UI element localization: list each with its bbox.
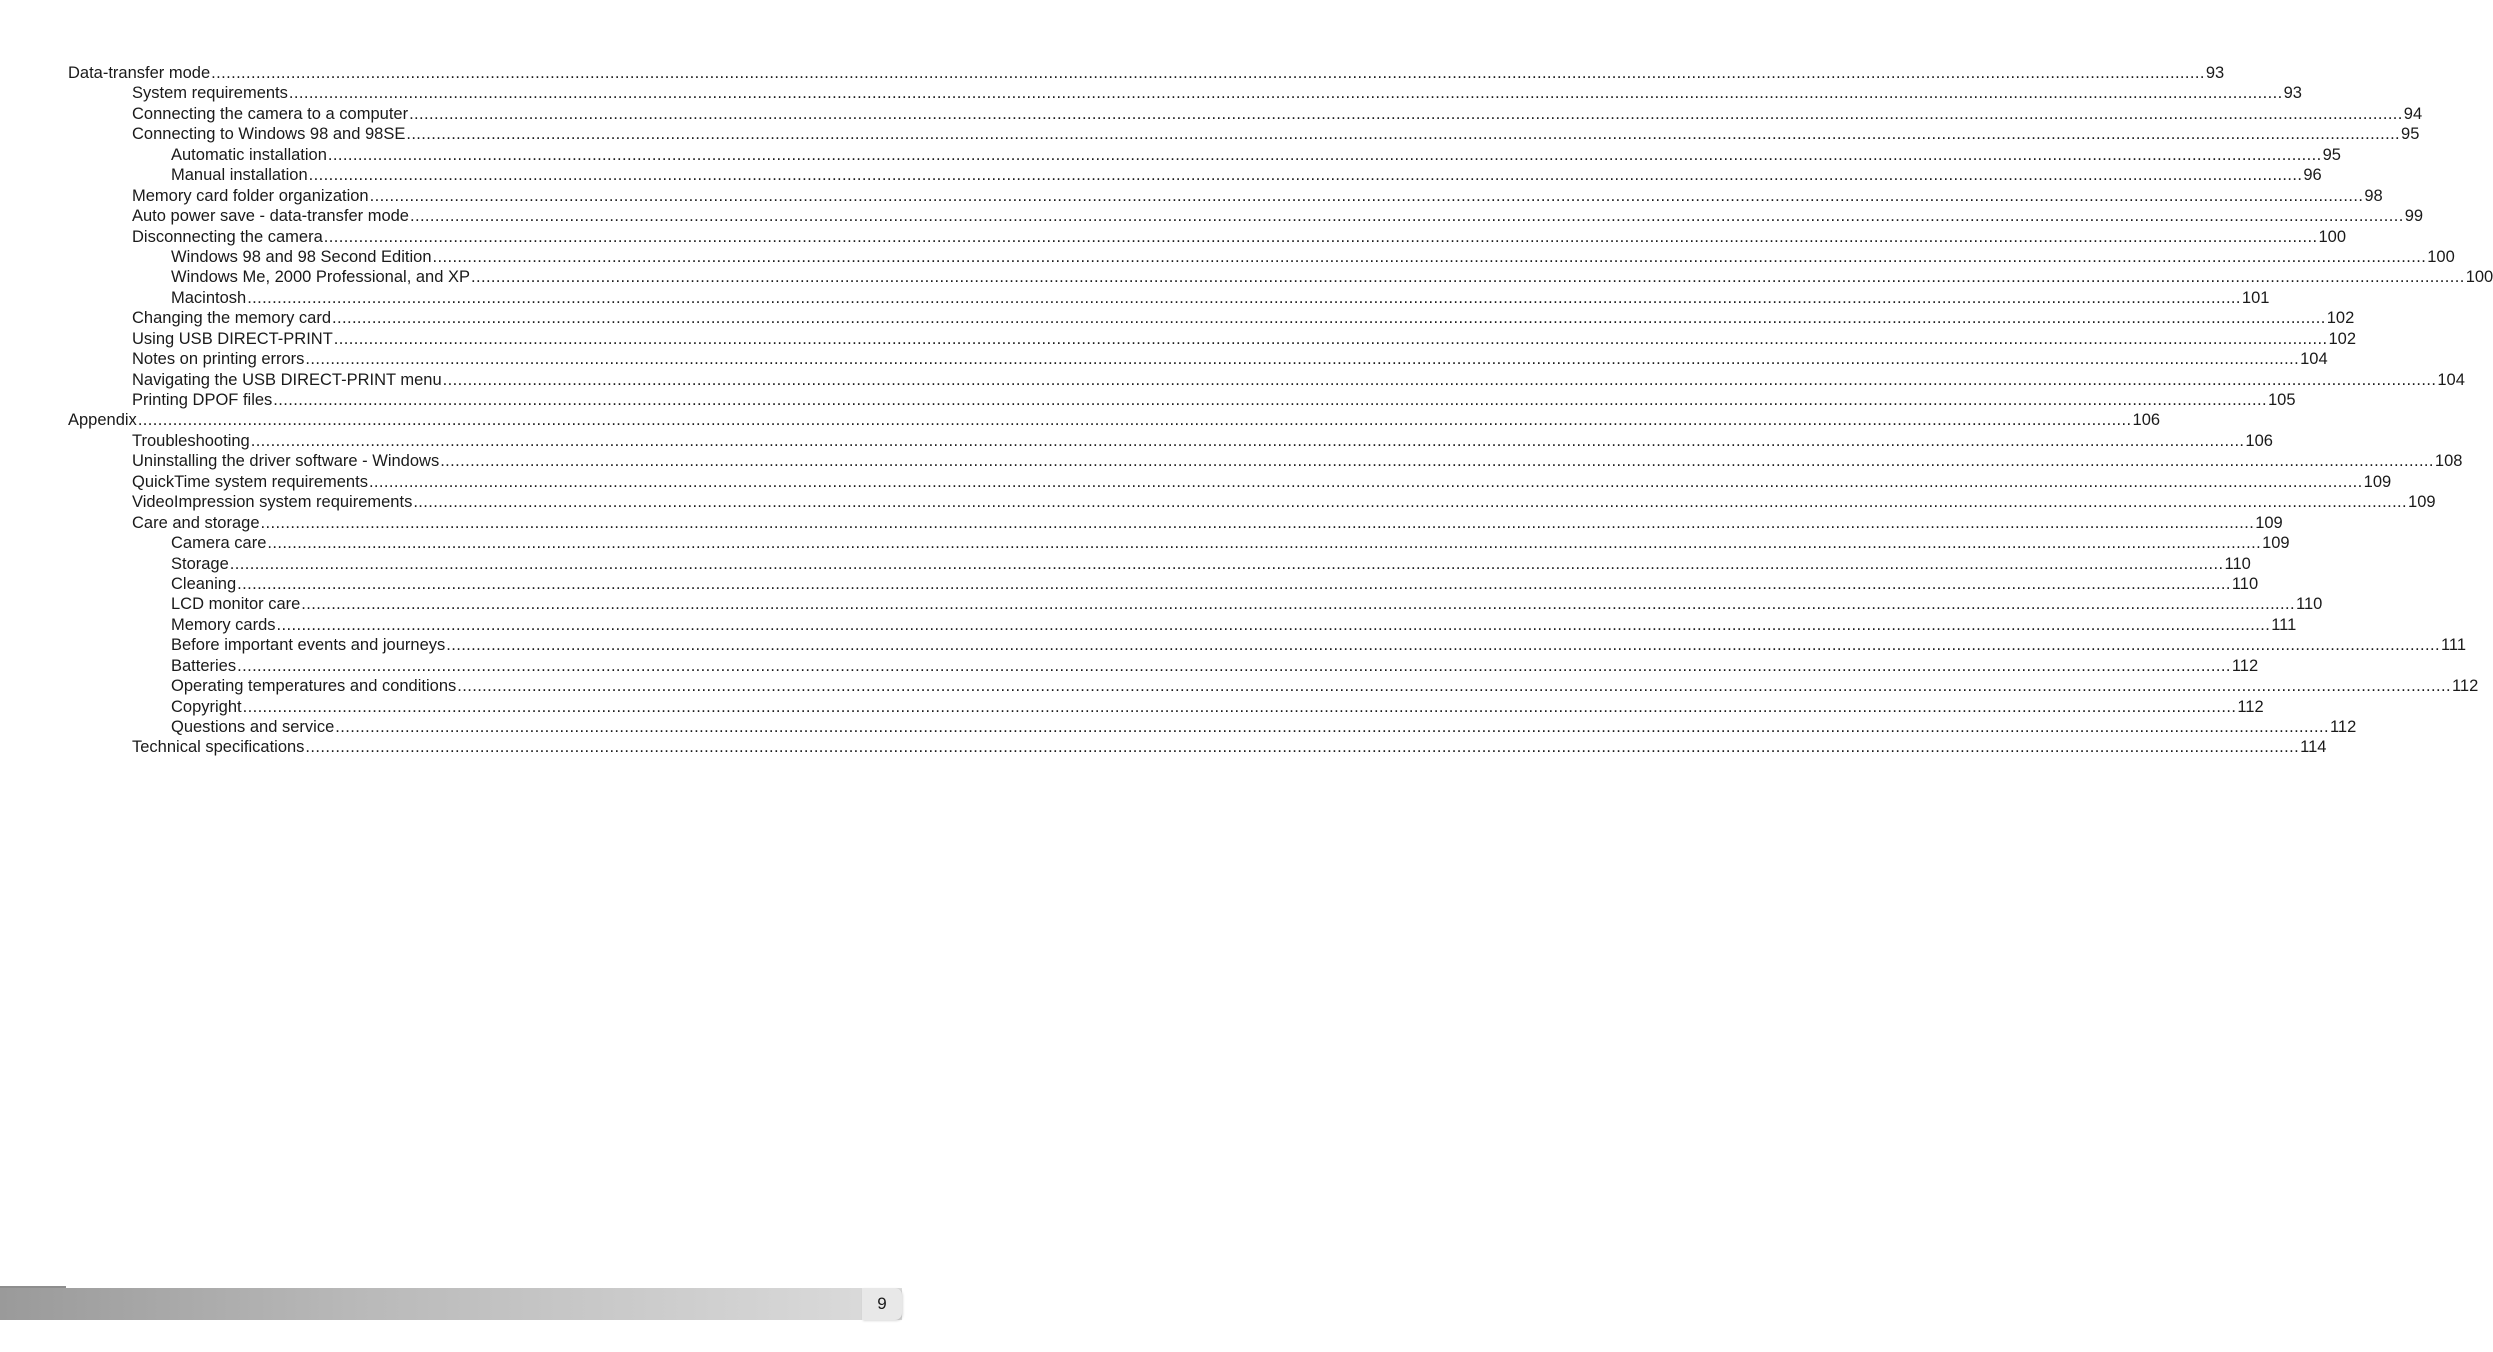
toc-entry-page: 106 <box>2132 411 2161 430</box>
toc-entry-title: Operating temperatures and conditions <box>171 677 457 696</box>
toc-entry-page: 93 <box>2283 84 2302 103</box>
toc-dot-leader: ................................................................................................................................................................................................................................................................................................................................................................................................................ <box>333 329 2328 348</box>
toc-entry-title: Camera care <box>171 534 267 553</box>
toc-entry[interactable] <box>0 288 2270 308</box>
toc-entry-title: Connecting the camera to a computer <box>132 104 409 123</box>
toc-entry-title: Questions and service <box>171 718 335 736</box>
toc-dot-leader: ................................................................................................................................................................................................................................................................................................................................................................................................................ <box>369 186 2364 205</box>
toc-entry-page: 94 <box>2403 104 2423 123</box>
toc-entry[interactable] <box>0 370 2465 390</box>
toc-entry-title: Using USB DIRECT-PRINT <box>132 329 333 348</box>
toc-entry-title: Windows Me, 2000 Professional, and XP <box>171 268 470 287</box>
toc-entry[interactable] <box>0 574 2259 594</box>
toc-entry-title: Before important events and journeys <box>171 636 446 655</box>
toc-dot-leader: ................................................................................................................................................................................................................................................................................................................................................................................................................ <box>237 656 2231 675</box>
toc-entry[interactable] <box>0 656 2259 676</box>
toc-entry[interactable] <box>0 165 2322 185</box>
toc-dot-leader: ................................................................................................................................................................................................................................................................................................................................................................................................................ <box>332 309 2326 328</box>
toc-dot-leader: ................................................................................................................................................................................................................................................................................................................................................................................................................ <box>327 145 2322 164</box>
toc-dot-leader: ................................................................................................................................................................................................................................................................................................................................................................................................................ <box>409 104 2403 123</box>
toc-dot-leader: ................................................................................................................................................................................................................................................................................................................................................................................................................ <box>260 513 2255 532</box>
toc-entry[interactable] <box>0 451 2463 471</box>
toc-entry[interactable] <box>0 390 2296 410</box>
toc-entry[interactable] <box>0 635 2467 655</box>
toc-entry[interactable] <box>0 186 2383 206</box>
toc-entry[interactable] <box>0 533 2290 553</box>
toc-entry-title: Care and storage <box>132 513 260 532</box>
toc-entry-page: 102 <box>2328 329 2357 348</box>
toc-entry-title: System requirements <box>132 84 288 103</box>
toc-entry[interactable] <box>0 329 2357 349</box>
toc-entry-title: QuickTime system requirements <box>132 472 368 491</box>
toc-entry-page: 102 <box>2326 309 2355 328</box>
toc-entry[interactable] <box>0 83 2302 103</box>
toc-entry[interactable] <box>0 697 2264 717</box>
toc-entry-page: 93 <box>2205 64 2225 82</box>
toc-entry-title: Manual installation <box>171 166 308 185</box>
toc-dot-leader: ................................................................................................................................................................................................................................................................................................................................................................................................................ <box>446 636 2440 655</box>
toc-dot-leader: ................................................................................................................................................................................................................................................................................................................................................................................................................ <box>368 472 2363 491</box>
toc-dot-leader: ................................................................................................................................................................................................................................................................................................................................................................................................................ <box>308 166 2303 185</box>
toc-dot-leader: ................................................................................................................................................................................................................................................................................................................................................................................................................ <box>288 84 2283 103</box>
toc-entry-title: Copyright <box>171 697 242 716</box>
toc-dot-leader: ................................................................................................................................................................................................................................................................................................................................................................................................................ <box>471 268 2465 287</box>
toc-entry-page: 104 <box>2437 370 2465 389</box>
toc-dot-leader: ................................................................................................................................................................................................................................................................................................................................................................................................................ <box>242 697 2237 716</box>
toc-entry[interactable] <box>0 594 2323 614</box>
toc-entry-title: Storage <box>171 554 229 573</box>
toc-entry-title: Troubleshooting <box>132 431 250 450</box>
toc-entry-page: 111 <box>2440 636 2467 655</box>
toc-entry-title: LCD monitor care <box>171 595 301 614</box>
toc-entry[interactable] <box>0 267 2493 287</box>
toc-entry-title: VideoImpression system requirements <box>132 493 413 512</box>
toc-entry-title: Batteries <box>171 656 237 675</box>
toc-dot-leader: ................................................................................................................................................................................................................................................................................................................................................................................................................ <box>335 718 2329 736</box>
toc-entry-title: Macintosh <box>171 288 247 307</box>
toc-entry[interactable] <box>0 717 2357 737</box>
toc-entry-page: 95 <box>2322 145 2341 164</box>
toc-entry-title: Uninstalling the driver software - Windows <box>132 452 440 471</box>
toc-entry-title: Disconnecting the camera <box>132 227 323 246</box>
toc-entry-title: Windows 98 and 98 Second Edition <box>171 247 432 266</box>
toc-entry-page: 112 <box>2231 656 2259 675</box>
toc-entry-title: Changing the memory card <box>132 309 332 328</box>
toc-entry-title: Printing DPOF files <box>132 391 273 409</box>
toc-entry[interactable] <box>0 63 2225 83</box>
toc-entry-page: 110 <box>2231 574 2259 593</box>
toc-entry-title: Auto power save - data-transfer mode <box>132 207 409 226</box>
toc-entry-page: 100 <box>2318 227 2346 246</box>
toc-entry[interactable] <box>0 554 2251 574</box>
toc-entry-page: 104 <box>2300 350 2328 369</box>
table-of-contents <box>0 63 2493 758</box>
toc-entry[interactable] <box>0 349 2328 369</box>
toc-dot-leader: ................................................................................................................................................................................................................................................................................................................................................................................................................ <box>250 431 2245 450</box>
toc-entry-title: Appendix <box>68 411 137 430</box>
toc-entry-title: Data-transfer mode <box>68 64 211 82</box>
toc-entry[interactable] <box>0 492 2436 512</box>
toc-entry-page: 109 <box>2262 534 2290 553</box>
toc-entry[interactable] <box>0 410 2161 430</box>
toc-entry[interactable] <box>0 247 2455 267</box>
toc-entry-page: 106 <box>2245 431 2273 450</box>
toc-entry-title: Navigating the USB DIRECT-PRINT menu <box>132 370 442 389</box>
toc-entry-title: Memory card folder organization <box>132 186 369 205</box>
toc-dot-leader: ................................................................................................................................................................................................................................................................................................................................................................................................................ <box>409 207 2404 226</box>
toc-entry[interactable] <box>0 615 2297 635</box>
toc-entry[interactable] <box>0 206 2424 226</box>
toc-entry-page: 101 <box>2241 288 2270 307</box>
toc-dot-leader: ................................................................................................................................................................................................................................................................................................................................................................................................................ <box>413 493 2408 512</box>
toc-entry-page: 105 <box>2268 391 2296 409</box>
toc-entry-page: 100 <box>2465 268 2493 287</box>
footer-band <box>0 1288 902 1320</box>
toc-dot-leader: ................................................................................................................................................................................................................................................................................................................................................................................................................ <box>276 615 2271 634</box>
toc-dot-leader: ................................................................................................................................................................................................................................................................................................................................................................................................................ <box>457 677 2451 696</box>
toc-entry-title: Technical specifications <box>132 738 305 757</box>
toc-entry-page: 109 <box>2408 493 2436 512</box>
toc-entry-page: 110 <box>2224 554 2251 573</box>
toc-dot-leader: ................................................................................................................................................................................................................................................................................................................................................................................................................ <box>247 288 2241 307</box>
toc-entry[interactable] <box>0 737 2327 757</box>
toc-dot-leader: ................................................................................................................................................................................................................................................................................................................................................................................................................ <box>442 370 2437 389</box>
toc-entry[interactable] <box>0 124 2420 144</box>
toc-dot-leader: ................................................................................................................................................................................................................................................................................................................................................................................................................ <box>305 350 2300 369</box>
toc-entry-page: 95 <box>2401 125 2420 144</box>
toc-entry-page: 99 <box>2404 207 2424 226</box>
toc-dot-leader: ................................................................................................................................................................................................................................................................................................................................................................................................................ <box>137 411 2132 430</box>
toc-dot-leader: ................................................................................................................................................................................................................................................................................................................................................................................................................ <box>301 595 2295 614</box>
toc-entry[interactable] <box>0 308 2355 328</box>
toc-dot-leader: ................................................................................................................................................................................................................................................................................................................................................................................................................ <box>237 574 2231 593</box>
toc-entry-page: 109 <box>2255 513 2283 532</box>
toc-entry-page: 114 <box>2300 738 2327 757</box>
toc-entry-page: 111 <box>2271 615 2297 634</box>
toc-entry[interactable] <box>0 472 2392 492</box>
toc-entry[interactable] <box>0 513 2283 533</box>
toc-dot-leader: ................................................................................................................................................................................................................................................................................................................................................................................................................ <box>211 64 2205 82</box>
toc-entry-page: 109 <box>2363 472 2392 491</box>
toc-entry[interactable] <box>0 104 2423 124</box>
toc-entry[interactable] <box>0 227 2346 247</box>
toc-dot-leader: ................................................................................................................................................................................................................................................................................................................................................................................................................ <box>267 534 2262 553</box>
toc-entry-page: 96 <box>2303 166 2322 185</box>
toc-dot-leader: ................................................................................................................................................................................................................................................................................................................................................................................................................ <box>432 247 2427 266</box>
toc-dot-leader: ................................................................................................................................................................................................................................................................................................................................................................................................................ <box>440 452 2434 471</box>
toc-entry-title: Connecting to Windows 98 and 98SE <box>132 125 406 144</box>
toc-entry[interactable] <box>0 145 2341 165</box>
toc-entry-title: Automatic installation <box>171 145 327 164</box>
toc-dot-leader: ................................................................................................................................................................................................................................................................................................................................................................................................................ <box>406 125 2401 144</box>
toc-dot-leader: ................................................................................................................................................................................................................................................................................................................................................................................................................ <box>323 227 2318 246</box>
toc-entry-page: 112 <box>2451 677 2479 696</box>
toc-entry[interactable] <box>0 431 2273 451</box>
toc-entry-page: 100 <box>2427 247 2455 266</box>
toc-entry-page: 98 <box>2364 186 2383 205</box>
toc-entry-title: Notes on printing errors <box>132 350 305 369</box>
toc-entry-title: Memory cards <box>171 615 276 634</box>
toc-entry-page: 108 <box>2434 452 2463 471</box>
page-number: 9 <box>877 1294 887 1313</box>
toc-entry[interactable] <box>0 676 2479 696</box>
toc-dot-leader: ................................................................................................................................................................................................................................................................................................................................................................................................................ <box>273 391 2267 409</box>
toc-entry-page: 112 <box>2329 718 2357 736</box>
toc-entry-page: 110 <box>2296 595 2323 614</box>
toc-entry-page: 112 <box>2237 697 2264 716</box>
toc-dot-leader: ................................................................................................................................................................................................................................................................................................................................................................................................................ <box>229 554 2224 573</box>
toc-dot-leader: ................................................................................................................................................................................................................................................................................................................................................................................................................ <box>305 738 2300 757</box>
toc-entry-title: Cleaning <box>171 574 237 593</box>
